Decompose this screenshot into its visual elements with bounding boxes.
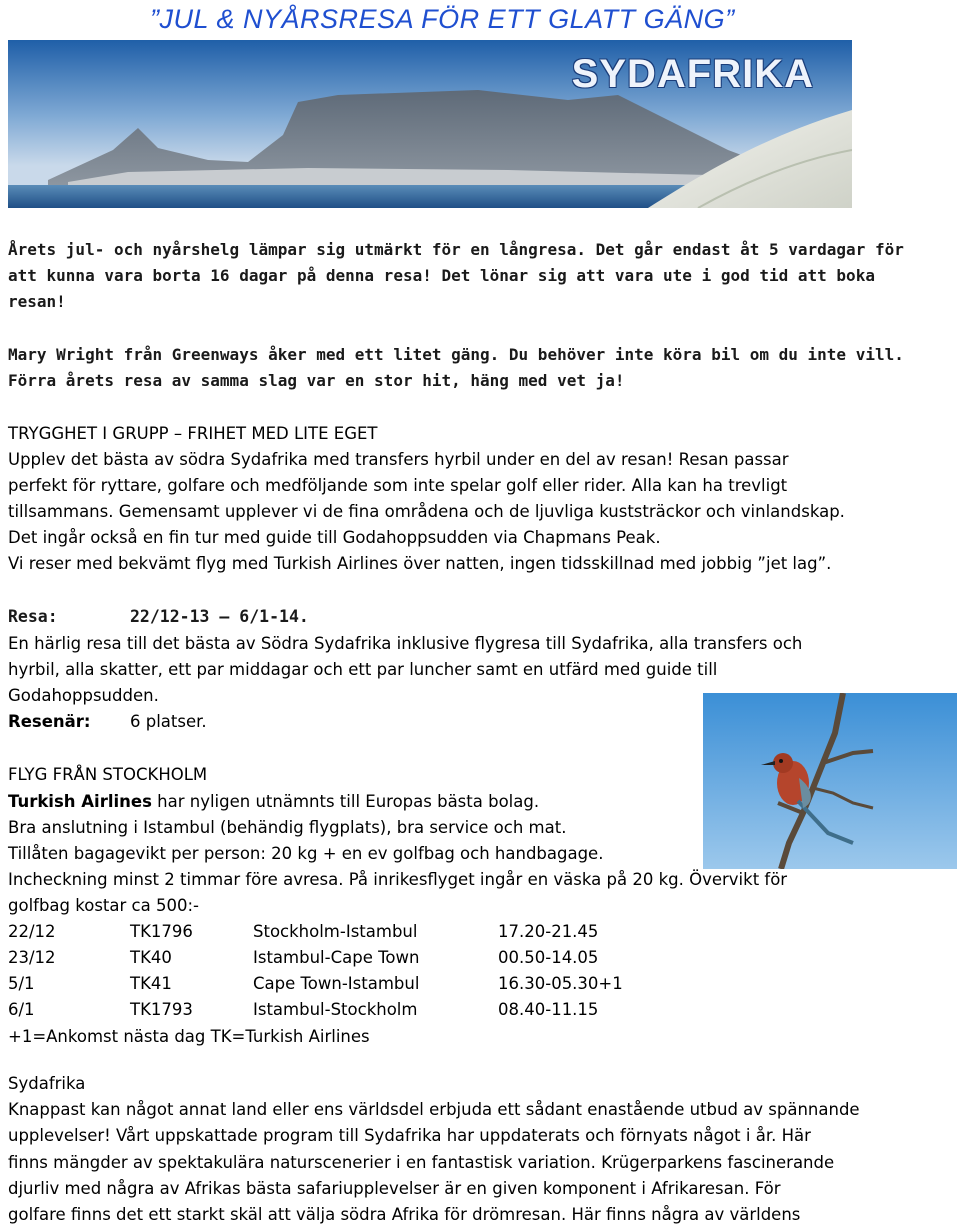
flight-time: 08.40-11.15 [498,1000,599,1019]
resa-line-3: Godahoppsudden. [8,686,159,705]
flight-date: 5/1 [8,974,35,993]
flight-date: 6/1 [8,1000,35,1019]
flight-time: 16.30-05.30+1 [498,974,623,993]
page-title: ”JUL & NYÅRSRESA FÖR ETT GLATT GÄNG” [150,4,735,34]
resenar-value: 6 platser. [130,712,207,731]
flyg-heading: FLYG FRÅN STOCKHOLM [8,765,208,784]
sydafrika-line-1: Knappast kan något annat land eller ens världsdel erbjuda ett sådant enastående utbud av spännande [8,1100,860,1119]
flyg-line-4: Incheckning minst 2 timmar före avresa. På inrikesflyget ingår en väska på 20 kg. Övervikt för [8,870,788,889]
flyg-line-2: Bra anslutning i Istambul (behändig flygplats), bra service och mat. [8,818,567,837]
bee-eater-illustration [703,693,957,869]
trygghet-line-2: perfekt för ryttare, golfare och medföljande som inte spelar golf eller rider. Alla kan ha trevligt [8,476,788,495]
flight-date: 22/12 [8,922,56,941]
flight-route: Istambul-Cape Town [253,948,420,967]
flyg-line-1 [8,789,539,815]
flyg-line-5: golfbag kostar ca 500:- [8,896,199,915]
resa-line-1: En härlig resa till det bästa av Södra Sydafrika inklusive flygresa till Sydafrika, alla transfers och [8,634,803,653]
resa-label: Resa: [8,607,58,626]
flight-note: +1=Ankomst nästa dag TK=Turkish Airlines [8,1027,370,1046]
hero-image [8,40,852,208]
flight-number: TK41 [130,974,172,993]
sydafrika-line-3: finns mängder av spektakulära naturscenerier i en fantastisk variation. Krügerparkens fascinerande [8,1153,835,1172]
flight-date: 23/12 [8,948,56,967]
flight-number: TK40 [130,948,172,967]
bird-photo [703,693,957,869]
resenar-label: Resenär: [8,712,91,731]
sydafrika-line-4: djurliv med några av Afrikas bästa safariupplevelser är en given komponent i Afrikaresan. För [8,1179,781,1198]
trygghet-line-3: tillsammans. Gemensamt upplever vi de fina områdena och de ljuvliga kuststräckor och vinlandskap. [8,502,845,521]
flight-route: Cape Town-Istambul [253,974,420,993]
sydafrika-line-5: golfare finns det ett starkt skäl att välja södra Afrika för drömresan. Här finns några av världens [8,1205,801,1224]
sydafrika-logo: SYDAFRIKA [571,52,814,96]
flight-number: TK1796 [130,922,193,941]
intro-line-3: resan! [8,292,66,311]
intro-line-2: att kunna vara borta 16 dagar på denna resa! Det lönar sig att vara ute i god tid att boka [8,266,875,285]
trygghet-heading: TRYGGHET I GRUPP – FRIHET MED LITE EGET [8,424,378,443]
flyg-line-1-rest: har nyligen utnämnts till Europas bästa bolag. [151,792,540,811]
sydafrika-line-2: upplevelser! Vårt uppskattade program till Sydafrika har uppdaterats och förnyats något i år. Här [8,1126,811,1145]
intro-line-1: Årets jul- och nyårshelg lämpar sig utmärkt för en långresa. Det går endast åt 5 vardagar för [8,240,904,259]
resa-line-2: hyrbil, alla skatter, ett par middagar och ett par luncher samt en utfärd med guide till [8,660,718,679]
flight-route: Istambul-Stockholm [253,1000,418,1019]
intro-line-4: Mary Wright från Greenways åker med ett litet gäng. Du behöver inte köra bil om du inte vill. [8,345,904,364]
trygghet-line-5: Vi reser med bekvämt flyg med Turkish Airlines över natten, ingen tidsskillnad med jobbig ”jet lag”. [8,554,832,573]
flight-time: 17.20-21.45 [498,922,599,941]
airline-name: Turkish Airlines [8,792,152,811]
trygghet-line-4: Det ingår också en fin tur med guide till Godahoppsudden via Chapmans Peak. [8,528,661,547]
flight-route: Stockholm-Istambul [253,922,418,941]
resa-dates: 22/12-13 – 6/1-14. [130,607,309,626]
flyg-line-3: Tillåten bagagevikt per person: 20 kg + en ev golfbag och handbagage. [8,844,604,863]
intro-line-5: Förra årets resa av samma slag var en stor hit, häng med vet ja! [8,371,625,390]
sydafrika-heading: Sydafrika [8,1074,86,1093]
trygghet-line-1: Upplev det bästa av södra Sydafrika med transfers hyrbil under en del av resan! Resan passar [8,450,789,469]
flight-time: 00.50-14.05 [498,948,599,967]
flight-number: TK1793 [130,1000,193,1019]
